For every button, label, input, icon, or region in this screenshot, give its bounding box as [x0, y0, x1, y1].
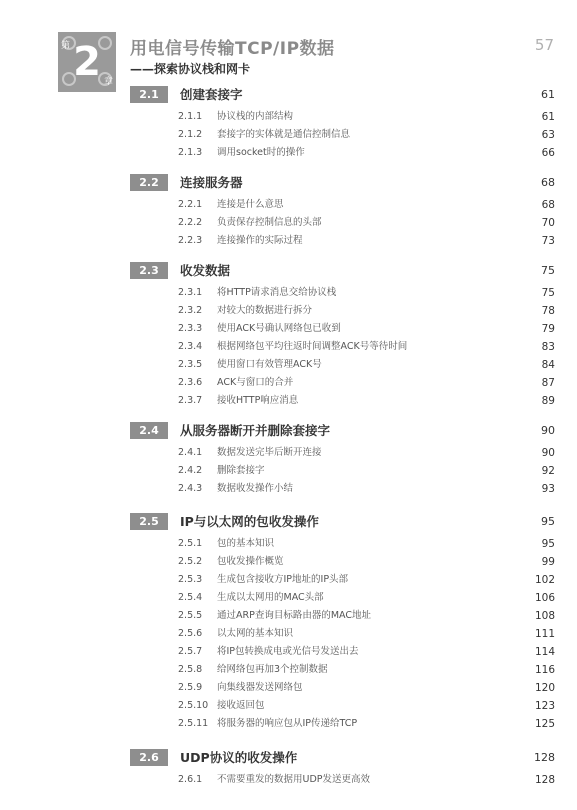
item-number: 2.3.5: [178, 359, 203, 370]
item-page: 90: [541, 447, 555, 459]
section-number: 2.6: [130, 749, 168, 766]
chapter-subtitle: ——探索协议栈和网卡: [130, 62, 251, 76]
toc-section[interactable]: [130, 174, 555, 194]
item-title: 数据收发操作小结: [217, 483, 294, 494]
chapter-title: 用电信号传输TCP/IP数据: [130, 39, 335, 59]
chapter-page-number: 57: [534, 36, 554, 54]
item-page: 83: [541, 341, 555, 353]
item-number: 2.1.3: [178, 147, 203, 158]
item-title: 接收HTTP响应消息: [217, 395, 299, 406]
item-number: 2.3.1: [178, 287, 203, 298]
item-number: 2.5.3: [178, 574, 203, 585]
item-title: 调用socket时的操作: [217, 147, 305, 158]
toc-item[interactable]: [178, 303, 555, 319]
section-title: IP与以太网的包收发操作: [180, 514, 319, 529]
toc-item[interactable]: [178, 662, 555, 678]
section-page: 128: [534, 751, 555, 764]
item-title: 根据网络包平均往返时间调整ACK号等待时间: [217, 341, 408, 352]
item-number: 2.5.8: [178, 664, 203, 675]
toc-item[interactable]: [178, 215, 555, 231]
item-number: 2.1.1: [178, 111, 203, 122]
section-page: 90: [541, 424, 555, 437]
item-title: 连接是什么意思: [217, 199, 284, 210]
item-page: 95: [541, 538, 555, 550]
item-page: 63: [541, 129, 555, 141]
item-number: 2.3.7: [178, 395, 203, 406]
toc-item[interactable]: [178, 626, 555, 642]
item-title: 协议栈的内部结构: [217, 111, 294, 122]
item-title: 接收返回包: [217, 700, 265, 711]
item-page: 125: [534, 718, 555, 730]
item-title: 将服务器的响应包从IP传递给TCP: [217, 718, 358, 729]
chapter-prefix: 第: [61, 41, 71, 51]
section-page: 68: [541, 176, 555, 189]
item-title: 删除套接字: [217, 465, 265, 476]
item-page: 120: [534, 682, 555, 694]
item-page: 116: [534, 664, 555, 676]
item-number: 2.4.3: [178, 483, 203, 494]
toc-item[interactable]: [178, 321, 555, 337]
item-number: 2.5.11: [178, 718, 209, 729]
item-page: 61: [541, 111, 555, 123]
item-page: 114: [534, 646, 555, 658]
section-title: UDP协议的收发操作: [180, 750, 298, 765]
toc-item[interactable]: [178, 716, 555, 732]
item-number: 2.3.6: [178, 377, 203, 388]
section-number: 2.1: [130, 86, 168, 103]
item-title: ACK与窗口的合并: [217, 377, 294, 388]
toc-item[interactable]: [178, 554, 555, 570]
item-page: 75: [541, 287, 555, 299]
toc-item[interactable]: [178, 145, 555, 161]
item-page: 92: [541, 465, 555, 477]
toc-item[interactable]: [178, 572, 555, 588]
toc-item[interactable]: [178, 393, 555, 409]
item-page: 102: [534, 574, 555, 586]
item-page: 99: [541, 556, 555, 568]
item-page: 79: [541, 323, 555, 335]
item-title: 对较大的数据进行拆分: [217, 305, 313, 316]
item-title: 给网络包再加3个控制数据: [217, 664, 328, 675]
item-page: 111: [534, 628, 555, 640]
section-number: 2.4: [130, 422, 168, 439]
item-page: 87: [541, 377, 555, 389]
toc-section[interactable]: [130, 262, 555, 282]
item-number: 2.2.1: [178, 199, 203, 210]
item-title: 包收发操作概览: [217, 556, 284, 567]
item-title: 不需要重发的数据用UDP发送更高效: [217, 774, 370, 785]
toc-item[interactable]: [178, 680, 555, 696]
chapter-suffix: 章: [103, 77, 113, 87]
toc-item[interactable]: [178, 197, 555, 213]
item-number: 2.3.4: [178, 341, 203, 352]
toc-item[interactable]: [178, 698, 555, 714]
section-title: 创建套接字: [180, 87, 243, 102]
item-page: 108: [534, 610, 555, 622]
item-title: 以太网的基本知识: [217, 628, 294, 639]
chapter-badge: [58, 32, 116, 92]
item-page: 68: [541, 199, 555, 211]
toc-item[interactable]: [178, 608, 555, 624]
toc-section[interactable]: [130, 513, 555, 533]
item-page: 106: [534, 592, 555, 604]
section-number: 2.2: [130, 174, 168, 191]
item-page: 78: [541, 305, 555, 317]
item-number: 2.5.10: [178, 700, 209, 711]
toc-item[interactable]: [178, 375, 555, 391]
item-number: 2.6.1: [178, 774, 203, 785]
item-number: 2.5.2: [178, 556, 203, 567]
toc-item[interactable]: [178, 481, 555, 497]
item-title: 连接操作的实际过程: [217, 235, 303, 246]
item-number: 2.5.6: [178, 628, 203, 639]
item-title: 将HTTP请求消息交给协议栈: [217, 287, 337, 298]
section-title: 从服务器断开并删除套接字: [180, 423, 331, 438]
item-title: 负责保存控制信息的头部: [217, 217, 322, 228]
item-title: 使用ACK号确认网络包已收到: [217, 323, 341, 334]
toc-item[interactable]: [178, 644, 555, 660]
section-page: 75: [541, 264, 555, 277]
toc-item[interactable]: [178, 445, 555, 461]
item-page: 128: [534, 774, 555, 786]
item-title: 生成包含接收方IP地址的IP头部: [217, 574, 349, 585]
section-page: 95: [541, 515, 555, 528]
section-number: 2.5: [130, 513, 168, 530]
item-number: 2.4.1: [178, 447, 203, 458]
section-number: 2.3: [130, 262, 168, 279]
item-number: 2.4.2: [178, 465, 203, 476]
toc-item[interactable]: [178, 357, 555, 373]
toc-item[interactable]: [178, 127, 555, 143]
toc-section[interactable]: [130, 749, 555, 769]
item-number: 2.5.4: [178, 592, 203, 603]
item-number: 2.5.7: [178, 646, 203, 657]
toc-section[interactable]: [130, 86, 555, 106]
item-page: 66: [541, 147, 555, 159]
item-number: 2.5.9: [178, 682, 203, 693]
toc-item[interactable]: [178, 285, 555, 301]
toc-item[interactable]: [178, 339, 555, 355]
item-title: 将IP包转换成电或光信号发送出去: [217, 646, 359, 657]
item-page: 93: [541, 483, 555, 495]
toc-item[interactable]: [178, 772, 555, 788]
chapter-number: 2: [73, 39, 101, 85]
item-title: 通过ARP查询目标路由器的MAC地址: [217, 610, 371, 621]
item-title: 套接字的实体就是通信控制信息: [217, 129, 351, 140]
toc-item[interactable]: [178, 109, 555, 125]
item-title: 向集线器发送网络包: [217, 682, 303, 693]
item-title: 数据发送完毕后断开连接: [217, 447, 322, 458]
item-page: 123: [534, 700, 555, 712]
item-title: 生成以太网用的MAC头部: [217, 592, 324, 603]
item-number: 2.3.2: [178, 305, 203, 316]
item-page: 84: [541, 359, 555, 371]
item-title: 包的基本知识: [217, 538, 275, 549]
item-number: 2.3.3: [178, 323, 203, 334]
toc-item[interactable]: [178, 536, 555, 552]
toc-item[interactable]: [178, 233, 555, 249]
toc-section[interactable]: [130, 422, 555, 442]
section-title: 收发数据: [180, 263, 231, 278]
item-number: 2.5.5: [178, 610, 203, 621]
toc-item[interactable]: [178, 590, 555, 606]
item-title: 使用窗口有效管理ACK号: [217, 359, 322, 370]
section-page: 61: [541, 88, 555, 101]
item-number: 2.2.3: [178, 235, 203, 246]
section-title: 连接服务器: [180, 175, 243, 190]
toc-item[interactable]: [178, 463, 555, 479]
item-number: 2.2.2: [178, 217, 203, 228]
item-page: 89: [541, 395, 555, 407]
item-number: 2.1.2: [178, 129, 203, 140]
item-page: 73: [541, 235, 555, 247]
item-page: 70: [541, 217, 555, 229]
item-number: 2.5.1: [178, 538, 203, 549]
